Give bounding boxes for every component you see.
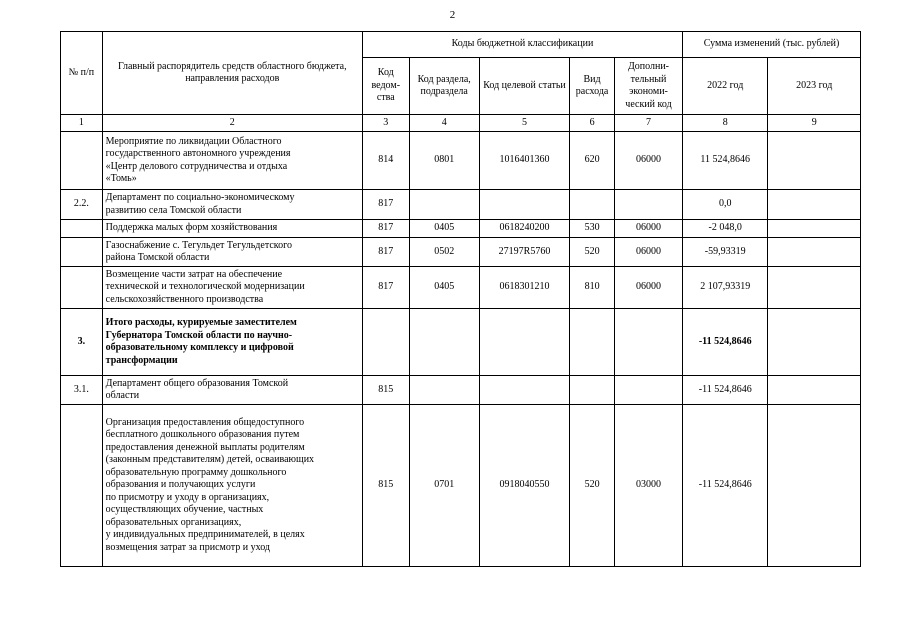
row-2023 (768, 132, 861, 190)
row-num: 3. (61, 309, 103, 376)
row-vid (570, 309, 615, 376)
header-num: № п/п (61, 32, 103, 115)
col-number: 4 (409, 115, 479, 132)
row-2023 (768, 376, 861, 405)
row-cel: 0918040550 (479, 405, 569, 567)
row-dop (614, 190, 682, 220)
col-number: 9 (768, 115, 861, 132)
row-2023 (768, 190, 861, 220)
row-vid: 520 (570, 238, 615, 267)
header-codes-group: Коды бюджетной классификации (362, 32, 682, 58)
header-sum-group: Сумма изменений (тыс. рублей) (683, 32, 861, 58)
row-vid: 810 (570, 267, 615, 309)
row-2023 (768, 220, 861, 238)
row-cel: 27197R5760 (479, 238, 569, 267)
row-2023 (768, 405, 861, 567)
row-vid (570, 376, 615, 405)
row-num (61, 132, 103, 190)
row-dop: 06000 (614, 132, 682, 190)
row-dop: 06000 (614, 238, 682, 267)
row-desc: Департамент общего образования Томской области (102, 376, 362, 405)
col-number: 1 (61, 115, 103, 132)
row-num: 3.1. (61, 376, 103, 405)
row-desc: Итого расходы, курируемые заместителем Губернатора Томской области по научно- образовательному комплексу и цифровой трансформации (102, 309, 362, 376)
row-num (61, 220, 103, 238)
table-row (61, 267, 861, 309)
budget-changes-table (60, 31, 861, 567)
row-ved: 815 (362, 376, 409, 405)
row-cel (479, 309, 569, 376)
row-ved: 817 (362, 238, 409, 267)
table-row-total (61, 309, 861, 376)
row-razdel: 0801 (409, 132, 479, 190)
header-cel: Код целевой статьи (479, 58, 569, 115)
row-razdel: 0405 (409, 220, 479, 238)
row-razdel (409, 190, 479, 220)
header-dop: Дополни- тельный экономи- ческий код (614, 58, 682, 115)
row-2022: -11 524,8646 (683, 405, 768, 567)
row-ved: 815 (362, 405, 409, 567)
row-dop: 06000 (614, 267, 682, 309)
row-cel: 1016401360 (479, 132, 569, 190)
row-ved: 814 (362, 132, 409, 190)
row-razdel (409, 309, 479, 376)
row-desc: Возмещение части затрат на обеспечение технической и технологической модернизации сельскохозяйственного производства (102, 267, 362, 309)
row-ved: 817 (362, 190, 409, 220)
row-2023 (768, 267, 861, 309)
col-number: 8 (683, 115, 768, 132)
table-row (61, 405, 861, 567)
header-2022: 2022 год (683, 58, 768, 115)
header-vid: Вид расхода (570, 58, 615, 115)
header-2023: 2023 год (768, 58, 861, 115)
row-2022: -59,93319 (683, 238, 768, 267)
row-cel: 0618240200 (479, 220, 569, 238)
row-desc: Организация предоставления общедоступного бесплатного дошкольного образования путем предоставления денежной выплаты родителям (законным представителям) детей, осваивающих образовательную программу дошкольного образования и получающих услуги по присмотру и уходу в организациях, осуществляющих обучение, частных образовательных организациях, у индивидуальных предпринимателей, в целях возмещения затрат за присмотр и уход (102, 405, 362, 567)
col-number: 3 (362, 115, 409, 132)
row-ved: 817 (362, 267, 409, 309)
row-2022: 11 524,8646 (683, 132, 768, 190)
column-numbers-row (61, 115, 861, 132)
row-num (61, 405, 103, 567)
row-num (61, 267, 103, 309)
row-2022: 2 107,93319 (683, 267, 768, 309)
row-vid: 620 (570, 132, 615, 190)
row-desc: Департамент по социально-экономическому развитию села Томской области (102, 190, 362, 220)
header-main: Главный распорядитель средств областного бюджета, направления расходов (102, 32, 362, 115)
row-dop (614, 309, 682, 376)
row-desc: Газоснабжение с. Тегульдет Тегульдетского района Томской области (102, 238, 362, 267)
row-num: 2.2. (61, 190, 103, 220)
header-razdel: Код раздела, подраздела (409, 58, 479, 115)
row-num (61, 238, 103, 267)
row-desc: Поддержка малых форм хозяйствования (102, 220, 362, 238)
table-row (61, 190, 861, 220)
col-number: 7 (614, 115, 682, 132)
row-ved: 817 (362, 220, 409, 238)
row-2022: -2 048,0 (683, 220, 768, 238)
page-number: 2 (449, 9, 456, 21)
table-row (61, 132, 861, 190)
table-row (61, 220, 861, 238)
row-razdel: 0701 (409, 405, 479, 567)
row-cel: 0618301210 (479, 267, 569, 309)
row-2022: -11 524,8646 (683, 309, 768, 376)
row-cel (479, 190, 569, 220)
row-vid: 530 (570, 220, 615, 238)
row-dop (614, 376, 682, 405)
row-2022: 0,0 (683, 190, 768, 220)
row-vid: 520 (570, 405, 615, 567)
col-number: 5 (479, 115, 569, 132)
row-cel (479, 376, 569, 405)
row-dop: 03000 (614, 405, 682, 567)
row-vid (570, 190, 615, 220)
table-row (61, 376, 861, 405)
table-row (61, 238, 861, 267)
row-razdel (409, 376, 479, 405)
row-razdel: 0502 (409, 238, 479, 267)
col-number: 2 (102, 115, 362, 132)
row-razdel: 0405 (409, 267, 479, 309)
row-ved (362, 309, 409, 376)
row-2022: -11 524,8646 (683, 376, 768, 405)
header-ved: Код ведом- ства (362, 58, 409, 115)
row-2023 (768, 309, 861, 376)
col-number: 6 (570, 115, 615, 132)
row-desc: Мероприятие по ликвидации Областного государственного автономного учреждения «Центр делового сотрудничества и отдыха «Томь» (102, 132, 362, 190)
row-2023 (768, 238, 861, 267)
row-dop: 06000 (614, 220, 682, 238)
